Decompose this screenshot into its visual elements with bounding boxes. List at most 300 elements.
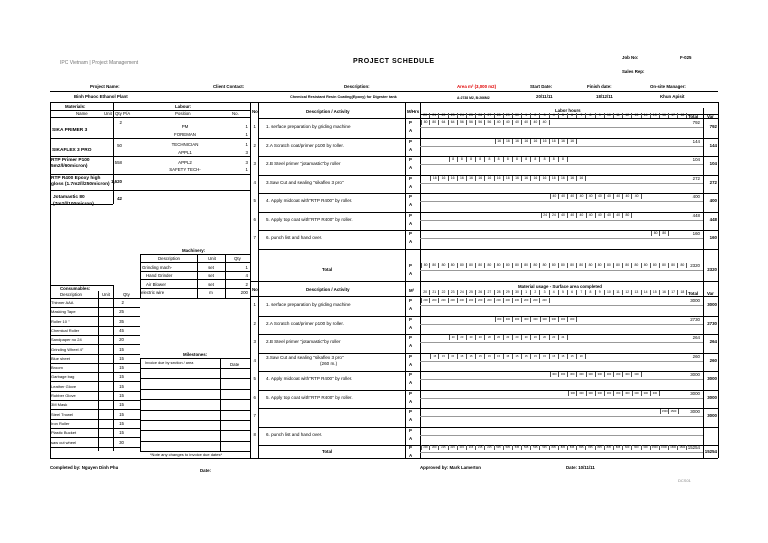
day-value: 200 [430,298,439,303]
row-total: 15254 [687,445,700,450]
actual-marker: A [409,380,413,385]
day-label: 7 [577,290,586,295]
task-number: 1 [253,302,256,307]
day-label: 30 [513,290,522,295]
day-value: 200 [540,298,549,303]
consumable-item: saw cut wheel [51,439,77,445]
day-label: 28 [495,113,504,118]
day-value: 80 [531,263,540,268]
day-value: 16 [522,139,531,144]
completed-date-label: Date: [200,468,211,473]
row-total: 3000 [690,372,700,377]
day-value: 80 [669,263,678,268]
day-label: 3 [540,290,549,295]
row-variance: 15254 [704,449,717,454]
actual-marker: A [409,202,413,207]
day-value: 80 [623,213,632,218]
sales-rep-label: Sales Rep: [622,69,645,74]
task-description: 4. Apply midcoat with"RTP R400" by roller. [266,198,353,203]
day-value: 215 [476,445,485,450]
day-value: 300 [642,391,651,396]
day-value: 300 [550,372,559,377]
day-value: 600 [632,445,641,450]
consumable-item: Roller 10 " [51,318,70,324]
consumable-qty: 15 [119,355,124,361]
page-title: PROJECT SCHEDULE [353,58,435,65]
day-value: 15 [550,354,559,359]
day-value: 80 [458,263,467,268]
day-value: 40 [596,213,605,218]
row-line [50,316,140,317]
machinery-qty: 4 [245,273,248,278]
day-value: 80 [678,263,687,268]
labour-count: 1 [245,124,248,129]
row-variance: 3000 [707,394,717,400]
value-cells [651,231,669,236]
row-line [50,447,140,448]
actual-marker: A [409,306,413,311]
task-number: 5 [253,198,256,203]
day-value: 20 [476,335,485,340]
row-line [258,408,718,409]
day-label: 23 [449,290,458,295]
task-description: 2.B Steel primer "jotamastic"by roller [266,339,341,344]
actual-marker: A [409,324,413,330]
materials-col-qty: Qty P/A [115,111,131,116]
labour-position: APPL2 [178,160,192,165]
day-value: 16 [559,176,568,181]
day-value: 835 [614,445,623,450]
day-value: 40 [587,194,596,199]
plan-marker: P [409,390,412,396]
row-line [258,230,718,231]
row-variance: 144 [709,142,717,148]
day-value: 300 [531,317,540,322]
value-cells [430,354,586,359]
machinery-qty: 200 [240,290,248,295]
row-divider [420,435,703,436]
value-cells [568,391,660,396]
task-number: 4 [253,179,256,185]
material-name: SIKAFLEX 3 PRO [52,148,92,153]
day-value: 80 [577,263,586,268]
machinery-unit: set [208,282,214,287]
day-value: 200 [495,298,504,303]
actual-marker: A [409,146,413,152]
row-divider [420,220,703,221]
consumable-item: Grinding Wheel 4" [51,346,84,352]
day-value: 835 [605,445,614,450]
day-value: 15 [495,354,504,359]
day-value: 40 [568,213,577,218]
day-value: 80 [449,263,458,268]
day-label: 28 [495,290,504,295]
consumable-qty: 45 [119,327,124,333]
finish-date-label: Finish date: [587,84,612,89]
row-total: 144 [692,138,700,144]
material-name: Jotamastic 80 (7m2/l/100micron) [53,195,94,207]
row-line [50,428,140,429]
day-label: 12 [623,290,632,295]
day-label: 11 [614,113,623,118]
machinery-unit: m [209,290,213,295]
day-value: 15 [522,354,531,359]
actual-marker: A [409,343,413,348]
plan-marker: P [409,372,412,377]
value-cells [550,372,642,377]
row-line [50,409,140,410]
day-value: 80 [660,231,669,236]
task-number: 2 [253,320,256,326]
plan-marker: P [409,353,412,359]
value-cells [550,194,642,199]
day-value: 40 [559,194,568,199]
row-total: 3000 [690,298,700,303]
milestone-row-line [140,451,250,452]
day-value: 300 [568,391,577,396]
row-line [50,372,140,373]
day-value: 24 [550,213,559,218]
material-qty: 558 [114,160,122,165]
day-value: 300 [614,372,623,377]
day-value: 835 [559,445,568,450]
actual-marker: A [409,435,413,441]
day-value: 80 [632,263,641,268]
day-value: 80 [540,263,549,268]
day-value: 835 [550,445,559,450]
day-value: 200 [449,298,458,303]
labour-count: 1 [245,142,248,147]
day-value: 300 [495,317,504,322]
day-value: 15 [449,354,458,359]
day-label: 12 [623,113,632,118]
day-label: 24 [458,113,467,118]
task-number: 8 [253,431,256,437]
day-value: 300 [605,372,614,377]
actual-marker: A [409,453,413,458]
day-value: 80 [421,120,430,125]
task-description: 2.B Steel primer "jotamastic"by roller [266,161,341,166]
task-number: 1 [253,124,256,129]
row-line [50,335,140,336]
material-name: RTP Primer P100 5m2/l/60micron) [51,158,90,169]
machinery-unit: set [208,265,214,270]
day-value: 835 [596,445,605,450]
day-label: 11 [614,290,623,295]
day-value: 215 [439,445,448,450]
start-date-value: 20/11/11 [536,94,553,99]
day-value: 300 [587,372,596,377]
task-description: 1. serface preparation by griding machine [266,302,351,307]
day-value: 600 [623,445,632,450]
consumable-item: Masking Tape [51,309,76,315]
day-value: 24 [559,335,568,340]
day-value: 80 [660,263,669,268]
day-value: 80 [430,120,439,125]
day-value: 16 [559,139,568,144]
day-label: 14 [642,113,651,118]
consumables-title: Consumables: [60,286,91,291]
day-label: 17 [669,290,678,295]
day-value: 40 [531,120,540,125]
day-label: 10 [605,290,614,295]
consumable-item: Blue sheet [51,355,70,361]
row-total: 2320 [690,263,700,268]
day-value: 835 [568,445,577,450]
labour-count: 3 [245,150,248,155]
day-value: 15 [531,354,540,359]
consumable-qty: 15 [119,365,124,371]
day-label: 24 [458,290,467,295]
day-label: 15 [651,113,660,118]
consumables-col-unit: Unit [102,292,110,297]
row-total: 792 [692,120,700,125]
day-label: 18 [678,113,687,118]
day-value: 535 [513,445,522,450]
consumable-item: Steel Trowel [51,411,74,417]
row-line [258,193,718,194]
day-value: 8 [467,157,476,162]
day-label: 14 [642,290,651,295]
day-value: 16 [522,176,531,181]
day-label: 8 [586,290,595,295]
actual-marker: A [409,361,413,367]
day-value: 200 [522,298,531,303]
day-value: 300 [623,391,632,396]
consumable-qty: 25 [119,309,124,315]
day-value: 40 [513,120,522,125]
row-divider [420,146,703,147]
row-line [50,363,140,364]
description-label: Description: [344,84,370,89]
day-value: 40 [587,213,596,218]
row-line [50,354,140,355]
project-name-value: Binh Phuoc Ethanol Plant [74,94,128,99]
material-total-header: Total [688,291,699,296]
consumable-qty: 15 [119,383,124,389]
day-value: 215 [485,445,494,450]
row-variance: 3000 [707,302,717,307]
client-contact-label: Client Contact: [213,84,245,89]
day-value: 200 [430,445,439,450]
actual-marker: A [409,183,413,189]
day-label: 4 [550,290,559,295]
row-variance: 3000 [707,413,717,418]
day-value: 8 [485,157,494,162]
milestones-title: Milestones: [183,352,208,357]
day-value: 16 [439,176,448,181]
row-variance: 104 [709,161,717,166]
task-description: 1. serface preparation by griding machine [266,124,351,129]
row-divider [420,416,703,417]
machinery-title: Machinery: [182,248,206,253]
value-cells [421,120,550,125]
day-value: 300 [651,391,660,396]
day-value: 80 [421,263,430,268]
total-label: Total [322,449,333,454]
day-label: 26 [476,290,485,295]
document-code: DCS01 [678,478,691,483]
day-value: 1500 [661,410,668,413]
day-value: 80 [651,231,660,236]
labour-count: 1 [245,132,248,137]
day-value: 15 [458,354,467,359]
row-total: 448 [692,212,700,218]
day-value: 300 [632,372,641,377]
day-value: 16 [531,176,540,181]
day-value: 56 [485,120,494,125]
day-value: 15 [540,354,549,359]
day-value: 8 [504,157,513,162]
row-divider [420,342,703,343]
day-label: 21 [430,290,439,295]
plan-marker: P [409,157,412,162]
row-line [50,400,140,401]
day-value: 200 [513,298,522,303]
row-line [50,437,140,438]
day-value: 20 [467,335,476,340]
labour-count: 3 [245,160,248,165]
project-name-label: Project Name: [90,84,120,89]
day-value: 200 [485,298,494,303]
materials-col-unit: Unit [104,111,112,116]
task-number: 3 [253,161,256,166]
day-value: 16 [495,176,504,181]
day-value: 16 [449,176,458,181]
day-value: 40 [614,194,623,199]
material-qty: 42 [117,196,122,201]
machinery-col-unit: Unit [208,256,216,261]
milestones-col-date: Date [230,362,240,367]
day-value: 200 [458,298,467,303]
day-value: 80 [495,263,504,268]
consumable-qty: 15 [119,411,124,417]
task-number: 3 [253,339,256,344]
day-value: 40 [577,213,586,218]
day-label: 25 [467,290,476,295]
day-value: 80 [522,263,531,268]
day-value: 535 [522,445,531,450]
labour-var-header: Var [707,114,714,119]
day-value: 80 [623,263,632,268]
labor-hours-title: Labor hours [555,108,581,113]
day-value: 16 [458,176,467,181]
day-value: 80 [614,263,623,268]
day-label: 16 [660,290,669,295]
machinery-item: Grinding mach- [142,265,173,270]
day-label: 17 [669,113,678,118]
material-var-header: Var [707,291,714,296]
day-value: 80 [559,263,568,268]
row-variance: 272 [709,179,717,185]
day-value: 15 [439,354,448,359]
actual-marker: A [409,220,413,226]
day-value: 300 [577,372,586,377]
day-value: 40 [577,194,586,199]
day-value: 20 [495,335,504,340]
approved-date: Date: 10/11/11 [566,465,595,470]
day-value: 300 [577,391,586,396]
material-qty: 2 [119,120,122,125]
day-value: 80 [642,263,651,268]
day-label: 8 [586,113,595,118]
milestones-col-section: Invoice due by section / area [145,361,194,365]
plan-marker: P [409,263,412,268]
day-value: 20 [485,335,494,340]
actual-marker: A [409,128,413,133]
day-value: 64 [439,120,448,125]
value-cells [660,409,678,414]
day-value: 15 [568,354,577,359]
labour-total-header: Total [688,114,699,119]
description-value: Chemical Resistant Resin Coating(Epoxy) for Digester tank [290,95,397,99]
day-value: 80 [513,263,522,268]
row-divider [420,201,703,202]
day-value: 1500 [669,445,678,450]
day-value: 16 [476,176,485,181]
day-value: 40 [559,213,568,218]
consumable-qty: 30 [119,439,124,445]
task-description: 3.Saw Cut and sealing "sikaflex 3 pro" [266,179,344,185]
day-value: 24 [541,213,550,218]
row-variance: 264 [709,339,717,344]
machinery-item: Hand Grinder [146,273,173,278]
day-value: 40 [623,194,632,199]
task-description: 6. punch list and hand over. [266,431,323,437]
task-number: 6 [253,394,256,400]
day-value: 40 [605,213,614,218]
row-line [258,371,718,372]
row-line [258,316,718,317]
day-value: 80 [586,263,595,268]
day-value: 80 [439,263,448,268]
row-line [258,138,718,139]
day-label: 7 [577,113,586,118]
labour-position: FOREMAN [174,132,196,137]
day-label: 10 [605,113,614,118]
day-value: 40 [540,120,549,125]
actual-marker: A [409,239,413,244]
plan-marker: P [409,194,412,199]
consumable-qty: 15 [119,374,124,380]
day-value: 535 [495,445,504,450]
consumable-item: Plastic Bucket [51,430,77,436]
day-value: 20 [531,335,540,340]
job-no-label: Job No: [622,55,639,60]
day-value: 215 [449,445,458,450]
day-value: 40 [614,213,623,218]
value-cells [495,317,578,322]
consumable-qty: 35 [119,318,124,324]
day-value: 200 [476,298,485,303]
day-value: 80 [596,263,605,268]
labour-activity-header: Description / Activity [306,109,350,114]
actual-marker: A [409,398,413,404]
onsite-manager-label: On-site Manager: [650,84,686,89]
approved-by: Approved by: Mark Lamerton [420,465,481,470]
task-number: 7 [253,413,256,418]
day-value: 8 [531,157,540,162]
day-label: 20 [421,290,430,295]
day-value: 535 [540,445,549,450]
day-value: 16 [430,176,439,181]
row-line [258,212,718,213]
day-value: 56 [458,120,467,125]
onsite-manager-value: Khun Apisit [660,94,685,99]
task-description: 2.A Scratch coat/primer p100 by roller. [266,142,344,148]
labour-title: Labour: [175,104,192,109]
material-qty: 50 [117,143,122,148]
